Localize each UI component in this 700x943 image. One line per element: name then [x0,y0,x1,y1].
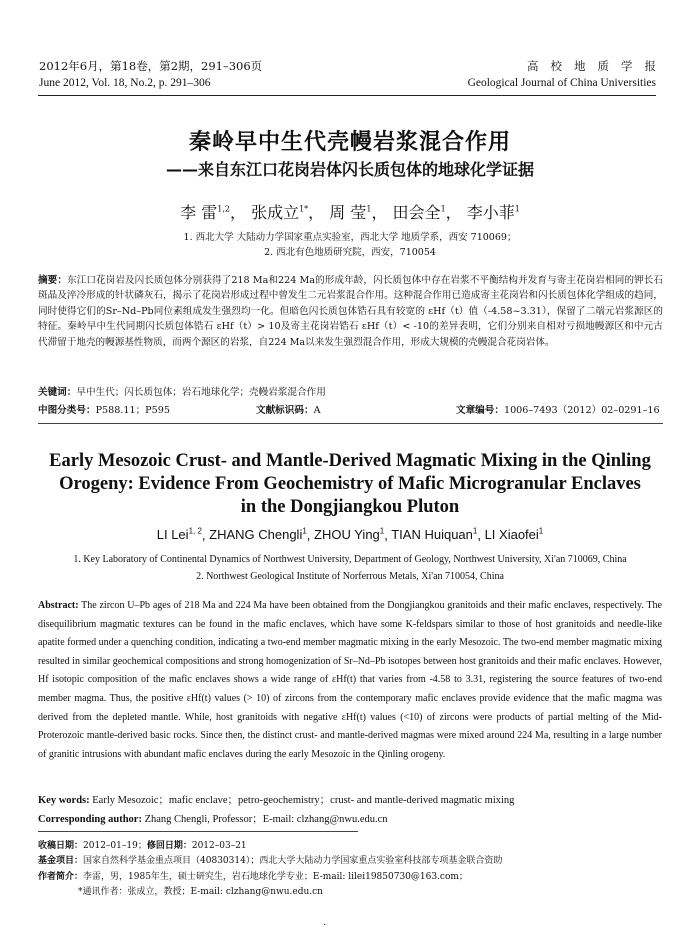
title-cn: 秦岭早中生代壳幔岩浆混合作用 [188,130,511,155]
header-rule [38,95,656,96]
author-en: ZHANG Chengli$^1$ [209,527,307,543]
author-en: ZHOU Ying$^1$ [314,527,385,543]
abstract-en [38,597,662,764]
corresponding-text: Zhang Chengli, Professor；E-mail: clzhang@nwu.edu.cn [144,814,388,825]
keywords-en-label: Key words: [38,795,90,806]
title-en-line: Orogeny: Evidence From Geochemistry of Mafic Microgranular Enclaves [59,474,641,494]
affiliations-cn [0,230,700,260]
footnote-dates: 收稿日期：2012–01–19；修回日期：2012–03–21 [38,841,247,851]
article-number: 文章编号：1006–7493（2012）02–0291–16 [456,405,660,416]
keywords-cn [38,385,663,400]
affiliation-en: 2. Northwest Geological Institute of Norferrous Metals, Xi'an 710054, China [196,571,504,582]
footnote-author: 作者简介：李雷，男，1985年生，硕士研究生，岩石地球化学专业；E-mail: lilei19850730@163.com； [38,871,468,882]
clc-number: 中图分类号：P588.11；P595 [38,405,170,416]
subtitle-cn: ——来自东江口花岗岩体闪长质包体的地球化学证据 [165,160,534,179]
abstract-cn [38,273,663,350]
author-cn: 李小菲$^1$ [466,203,520,222]
author-cn: 田会全$^1$ [392,203,446,222]
corresponding-label: Corresponding author: [38,814,142,825]
abstract-en-label: Abstract: [38,600,79,611]
journal-name-en: Geological Journal of China Universities [467,77,656,89]
footnote-rule [38,831,358,832]
footnotes [38,839,668,901]
footnote-corresponding: *通讯作者：张成立，教授；E-mail: clzhang@nwu.edu.cn [78,887,323,898]
classification-row [38,402,663,416]
document-code: 文献标识码：A [256,405,321,416]
abstract-cn-text: 东江口花岗岩及闪长质包体分别获得了218 Ma和224 Ma的形成年龄，闪长质包体中存在岩浆不平衡结构并发育与寄主花岗岩相同的钾长石斑晶及淬冷形成的针状磷灰石，揭示了花岗岩形成过程中曾发生二元岩浆混合作用。这种混合作用已造成寄主花岗岩和闪长质包体化学组成的趋同，同时使得它们的Sr–Nd–Pb同位素组成发生强烈均一化。但暗色闪长质包体锆石具有较宽的 εHf（t）值（-4.58~3.31），保留了二端元岩浆源区的特征。秦岭早中生代同期闪长质包体锆石 εHf（t）> 10及寄主花岗岩锆石 εHf（t）< -10的差异表明，它们分别来自相对亏损地幔源区和中元古代滞留于地壳的幔源基性物质，而两个源区的岩浆，自224 Ma以来发生强烈混合作用，形成大规模的壳幔混合花岗岩体。 [38,275,663,348]
affiliation-cn: 2. 西北有色地质研究院，西安，710054 [264,247,436,258]
abstract-en-text: The zircon U–Pb ages of 218 Ma and 224 Ma have been obtained from the Dongjiangkou granitoids and their mafic enclaves, respectively. The disequilibrium magmatic textures can be found in the mafic enclaves, which have some K-feldspars similar to those of host granitoids and needle-like apatite formed under a quenching condition, indicating a two-end member magmatic mixing in the early Mesozoic. The two-end member magmatic mixing resulted in similar geochemical compositions and strong homogenization of Sr–Nd–Pb isotopes between host granitoids and their mafic enclaves. However, Hf isotopic composition of the mafic enclaves shows a wide range of εHf(t) that varies from -4.58 to 3.31, registering the source features of two-end member magma. Thus, the positive εHf(t) values (> 10) of zircons from the contemporary mafic enclaves provide evidence that the mafic magma was derived from the depleted mantle. While, host granitoids with negative εHf(t) values (<10) of zircons were products of partial melting of the Mid-Proterozoic mantle-derived basic rocks. Since then, the distinct crust- and mantle-derived magmas were mixed around 224 Ma, resulting in a large number of granitic intrusions with abundant mafic enclaves during the early Mesozoic in the Qinling orogeny. [38,600,662,760]
title-en [0,450,700,519]
author-en: LI Lei$^{1, 2}$ [156,527,202,543]
author-cn: 周 莹$^1$ [329,203,372,222]
keywords-cn-text: 早中生代；闪长质包体；岩石地球化学；壳幔岩浆混合作用 [76,387,326,398]
page-mark: · [323,920,327,931]
journal-citation [39,58,262,92]
author-cn: 李 雷$^{1,2}$ [180,203,230,222]
keywords-cn-label: 关键词： [38,387,77,398]
author-en: TIAN Huiquan$^1$ [391,527,478,543]
author-en: LI Xiaofei$^1$ [484,527,544,543]
journal-name [467,58,668,92]
title-en-line: in the Dongjiangkou Pluton [240,497,460,517]
corresponding-author [38,811,662,826]
section-rule [38,423,663,424]
journal-name-cn: 高校地质学报 [527,59,668,73]
abstract-cn-label: 摘要： [38,275,67,286]
authors-cn: 李 雷$^{1,2}$， 张成立$^{1*}$， 周 莹$^1$， 田会全$^1$， 李小菲$^1$ [180,203,520,222]
citation-en: June 2012, Vol. 18, No.2, p. 291–306 [39,77,211,89]
footnote-fund: 基金项目：国家自然科学基金重点项目（40830314）；西北大学大陆动力学国家重点实验室科技部专项基金联合资助 [38,856,503,867]
author-cn: 张成立$^{1*}$ [251,203,309,222]
affiliations-en [0,551,700,585]
affiliation-cn: 1. 西北大学 大陆动力学国家重点实验室，西北大学 地质学系，西安 710069； [183,232,517,243]
keywords-en-text: Early Mesozoic；mafic enclave；petro-geochemistry；crust- and mantle-derived magmatic mixing [92,795,515,806]
citation-cn: 2012年6月，第18卷，第2期，291–306页 [39,59,263,73]
title-en-line: Early Mesozoic Crust- and Mantle-Derived Magmatic Mixing in the Qinling [49,451,651,471]
keywords-en [38,792,662,807]
authors-en: LI Lei$^{1, 2}$, ZHANG Chengli$^1$, ZHOU Ying$^1$, TIAN Huiquan$^1$, LI Xiaofei$^1$ [156,527,544,543]
affiliation-en: 1. Key Laboratory of Continental Dynamics of Northwest University, Department of Geology, Northwest University, Xi'an 710069, China [73,554,627,565]
